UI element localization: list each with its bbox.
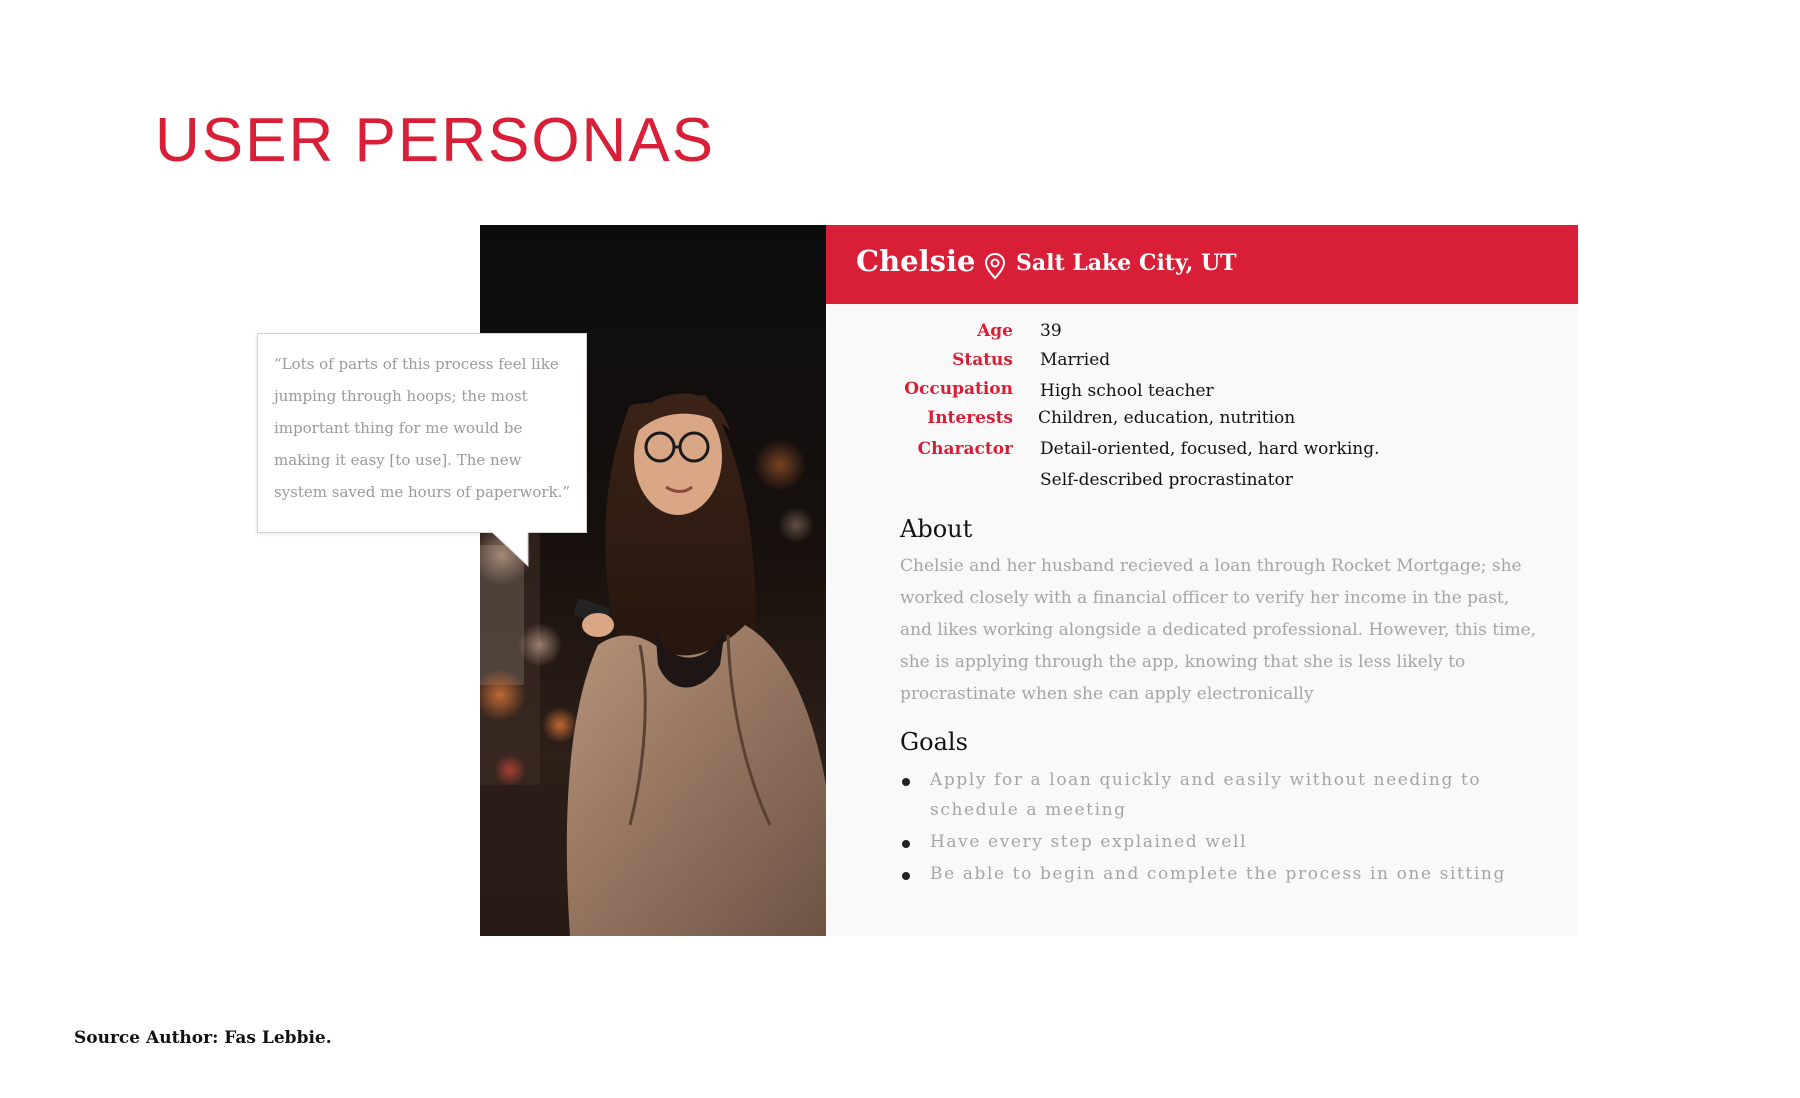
goals-heading: Goals: [900, 728, 968, 756]
attribute-label-age: Age: [977, 321, 1013, 341]
attribute-value-status: Married: [1040, 350, 1111, 370]
attribute-label-interests: Interests: [927, 408, 1013, 428]
persona-header: [826, 225, 1578, 304]
persona-location: Salt Lake City, UT: [1016, 250, 1237, 276]
quote-bubble: [257, 333, 587, 533]
about-text: Chelsie and her husband recieved a loan through Rocket Mortgage; she worked closely with a financial officer to verify her income in the past, and likes working alongside a dedicated professional. However, this time, she is applying through the app, knowing that she is less likely to procrastinate when she can apply electronically: [900, 556, 1537, 704]
page-title: USER PERSONAS: [155, 106, 716, 175]
persona-quote: “Lots of parts of this process feel like jumping through hoops; the most important thing for me would be making it easy [to use]. The new system saved me hours of paperwork.”: [274, 355, 571, 501]
map-pin-icon: [983, 252, 1007, 280]
quote-bubble-tail: [492, 532, 532, 568]
source-credit: Source Author: Fas Lebbie.: [74, 1028, 332, 1048]
attribute-label-character: Charactor: [917, 439, 1013, 459]
attribute-value-character-extra: Self-described procrastinator: [1040, 470, 1293, 490]
attribute-value-occupation: High school teacher: [1040, 381, 1214, 401]
attribute-label-occupation: Occupation: [904, 379, 1013, 399]
attribute-label-status: Status: [952, 350, 1013, 370]
goals-list: [900, 765, 1520, 891]
persona-name: Chelsie: [856, 244, 976, 278]
about-heading: About: [900, 515, 973, 543]
persona-card: [826, 225, 1578, 936]
goal-item: Be able to begin and complete the process in one sitting: [900, 859, 1520, 889]
goal-item: Have every step explained well: [900, 827, 1520, 857]
attribute-value-character: Detail-oriented, focused, hard working.: [1040, 439, 1380, 459]
attribute-value-interests: Children, education, nutrition: [1038, 408, 1296, 428]
attribute-value-age: 39: [1040, 321, 1062, 341]
persona-photo: [480, 225, 826, 936]
goal-item: Apply for a loan quickly and easily without needing to schedule a meeting: [900, 765, 1520, 825]
